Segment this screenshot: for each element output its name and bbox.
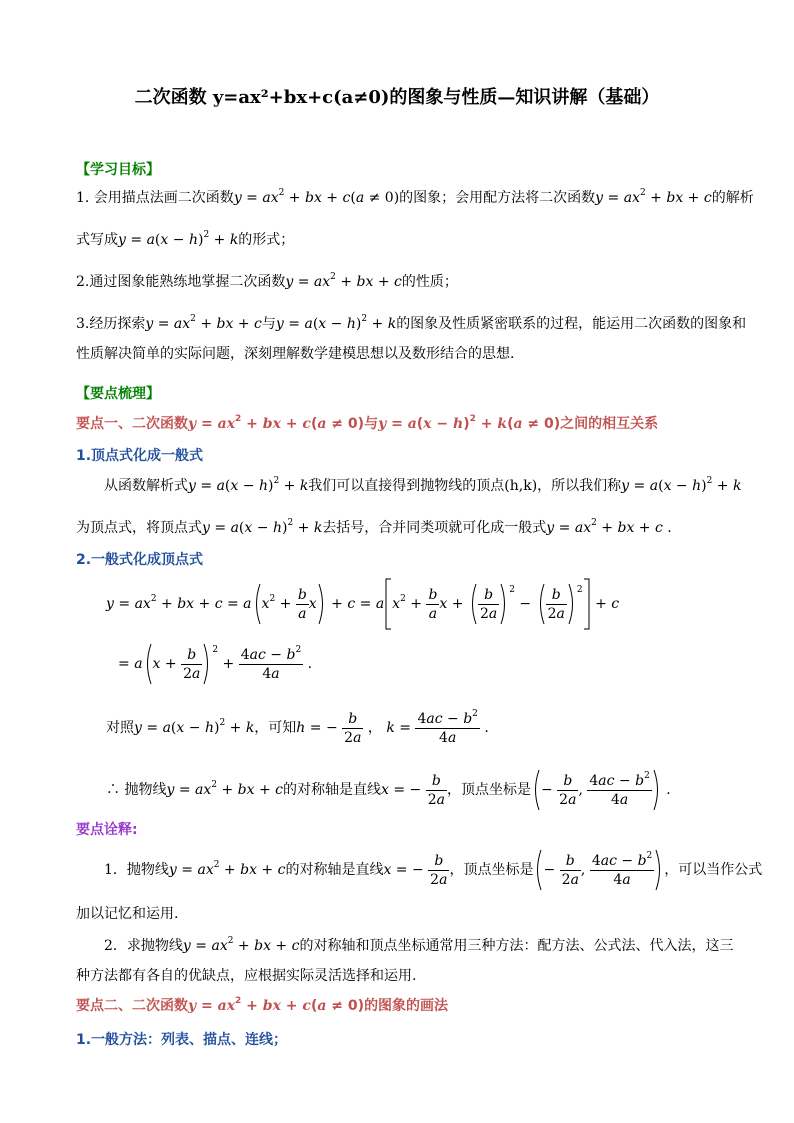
subsection-3-heading: 1.一般方法：列表、描点、连线； [76, 1032, 288, 1048]
paren-left [533, 848, 543, 892]
paren-left [531, 768, 541, 812]
subsection-2-heading: 2.一般式化成顶点式 [76, 552, 204, 568]
bracket-right [583, 578, 591, 630]
goal-text: 的解析 [711, 190, 754, 206]
bracket-left [384, 578, 392, 630]
heading-text: 的图象的画法 [364, 998, 449, 1014]
paren-left [143, 642, 153, 686]
note-item-1-cont: 加以记忆和运用. [76, 906, 179, 922]
note-text: 1．抛物线 [104, 862, 169, 878]
note-text: 的对称轴是直线 [285, 862, 384, 878]
heading-text: 要点一、二次函数 [76, 416, 188, 432]
goal-item-1-cont: 式写成$y = a(x - h)^2 + k$的形式； [76, 230, 295, 248]
note-item-2-cont: 种方法都有各自的优缺点，应根据实际灵活选择和运用. [76, 968, 417, 984]
compare-text: 对照 [106, 720, 134, 736]
goal-item-3: 3.经历探索$y = ax^2$ + bx + c与$y = a(x - h)^2 + k$的图象及性质紧密联系的过程，能运用二次函数的图象和 [76, 314, 747, 332]
derivation-line-1: $y = ax^2$ + bx + c = a $x^2$ + $\frac{b}{a}$ x + c = a $x^2$ + $\frac{b}{a}$ x + $\frac{b}{2a}$ $^2$ − $\frac{b}{2a}$ $^2$ + c [106, 578, 619, 630]
heading-text: 与 [364, 416, 379, 432]
paren-right [499, 582, 509, 626]
subsection-1-heading: 1.顶点式化成一般式 [76, 448, 204, 464]
page-title: 二次函数 y=ax²+bx+c(a≠0)的图象与性质—知识讲解（基础） [134, 87, 660, 108]
goal-text: 2.通过图象能熟练地掌握二次函数 [76, 274, 286, 290]
goal-text: 与 [261, 316, 276, 332]
note-item-1: 1．抛物线$y = ax^2$ + bx + c的对称轴是直线x = − $\frac{b}{2a}$ ，顶点坐标是 − $\frac{b}{2a}$ , $\frac{4ac - b^2}{4a}$ ，可以当作公式 [104, 848, 762, 892]
note-text: 的对称轴和顶点坐标通常用三种方法：配方法、公式法、代入法，这三 [299, 938, 734, 954]
goals-header: 【学习目标】 [76, 162, 160, 178]
goal-item-3-cont: 性质解决简单的实际问题，深刻理解数学建模思想以及数形结合的思想. [76, 346, 515, 362]
paren-left [536, 582, 546, 626]
para-text: 为顶点式，将顶点式 [76, 520, 202, 536]
compare-line: 对照$y = a(x - h)^2 + k$，可知h = − $\frac{b}{2a}$ ， k = $\frac{4ac - b^2}{4a}$ . [106, 708, 489, 746]
goal-text: 式写成 [76, 232, 118, 248]
paren-right [654, 848, 664, 892]
keypoints-header: 【要点梳理】 [76, 386, 160, 402]
derivation-line-2: = a x + $\frac{b}{2a}$ $^2$ + $\frac{4ac - b^2}{4a}$ . [118, 642, 312, 686]
sub1-paragraph-cont: 为顶点式，将顶点式$y = a(x - h)^2 + k$去括号，合并同类项就可化成一般式$y = ax^2$ + bx + c . [76, 518, 672, 536]
note-text: ，顶点坐标是 [449, 862, 534, 878]
goal-text: 3.经历探索 [76, 316, 146, 332]
note-item-2: 2．求抛物线$y = ax^2$ + bx + c的对称轴和顶点坐标通常用三种方法：配方法、公式法、代入法，这三 [104, 936, 734, 954]
goal-text: 的性质； [401, 274, 458, 290]
paren-left [468, 582, 478, 626]
goal-text: 的形式； [238, 232, 295, 248]
paren-right [652, 768, 662, 812]
therefore-text: 的对称轴是直线 [282, 782, 381, 798]
note-text: ，可以当作公式 [664, 862, 763, 878]
paren-left [252, 582, 262, 626]
heading-text: 要点二、二次函数 [76, 998, 188, 1014]
para-text: 去括号，合并同类项就可化成一般式 [322, 520, 547, 536]
therefore-line: ∴ 抛物线$y = ax^2$ + bx + c的对称轴是直线x = − $\frac{b}{2a}$ ，顶点坐标是 − $\frac{b}{2a}$ , $\frac{4ac - b^2}{4a}$ . [106, 768, 671, 812]
goal-item-2: 2.通过图象能熟练地掌握二次函数$y = ax^2$ + bx + c的性质； [76, 272, 458, 290]
paren-right [202, 642, 212, 686]
heading-text: 之间的相互关系 [560, 416, 659, 432]
para-text: 我们可以直接得到抛物线的顶点(h,k)，所以我们称 [308, 478, 622, 494]
keypoint-1-heading: 要点一、二次函数$y = ax^2$ + bx + c(a ≠ 0)与$y = a(x - h)^2 + k(a \ne 0)$之间的相互关系 [76, 414, 659, 432]
paren-right [317, 582, 327, 626]
goal-text: 的图象；会用配方法将二次函数 [399, 190, 596, 206]
note-text: 2．求抛物线 [104, 938, 183, 954]
para-text: 从函数解析式 [104, 478, 188, 494]
goal-item-1: 1. 会用描点法画二次函数$y = ax^2$ + bx + c(a ≠ 0)的图象；会用配方法将二次函数$y = ax^2$ + bx + c的解析 [76, 188, 754, 206]
compare-text: ，可知 [254, 720, 297, 736]
goal-text: 1. 会用描点法画二次函数 [76, 190, 234, 206]
goal-text: 的图象及性质紧密联系的过程，能运用二次函数的图象和 [396, 316, 747, 332]
paren-right [567, 582, 577, 626]
therefore-text: ∴ 抛物线 [106, 782, 167, 798]
keypoint-2-heading: 要点二、二次函数$y = ax^2$ + bx + c(a ≠ 0)的图象的画法 [76, 996, 449, 1014]
note-header: 要点诠释: [76, 822, 138, 838]
therefore-text: ，顶点坐标是 [446, 782, 531, 798]
sub1-paragraph: 从函数解析式$y = a(x - h)^2 + k$我们可以直接得到抛物线的顶点(h,k)，所以我们称$y = a(x - h)^2 + k$ [104, 476, 742, 494]
